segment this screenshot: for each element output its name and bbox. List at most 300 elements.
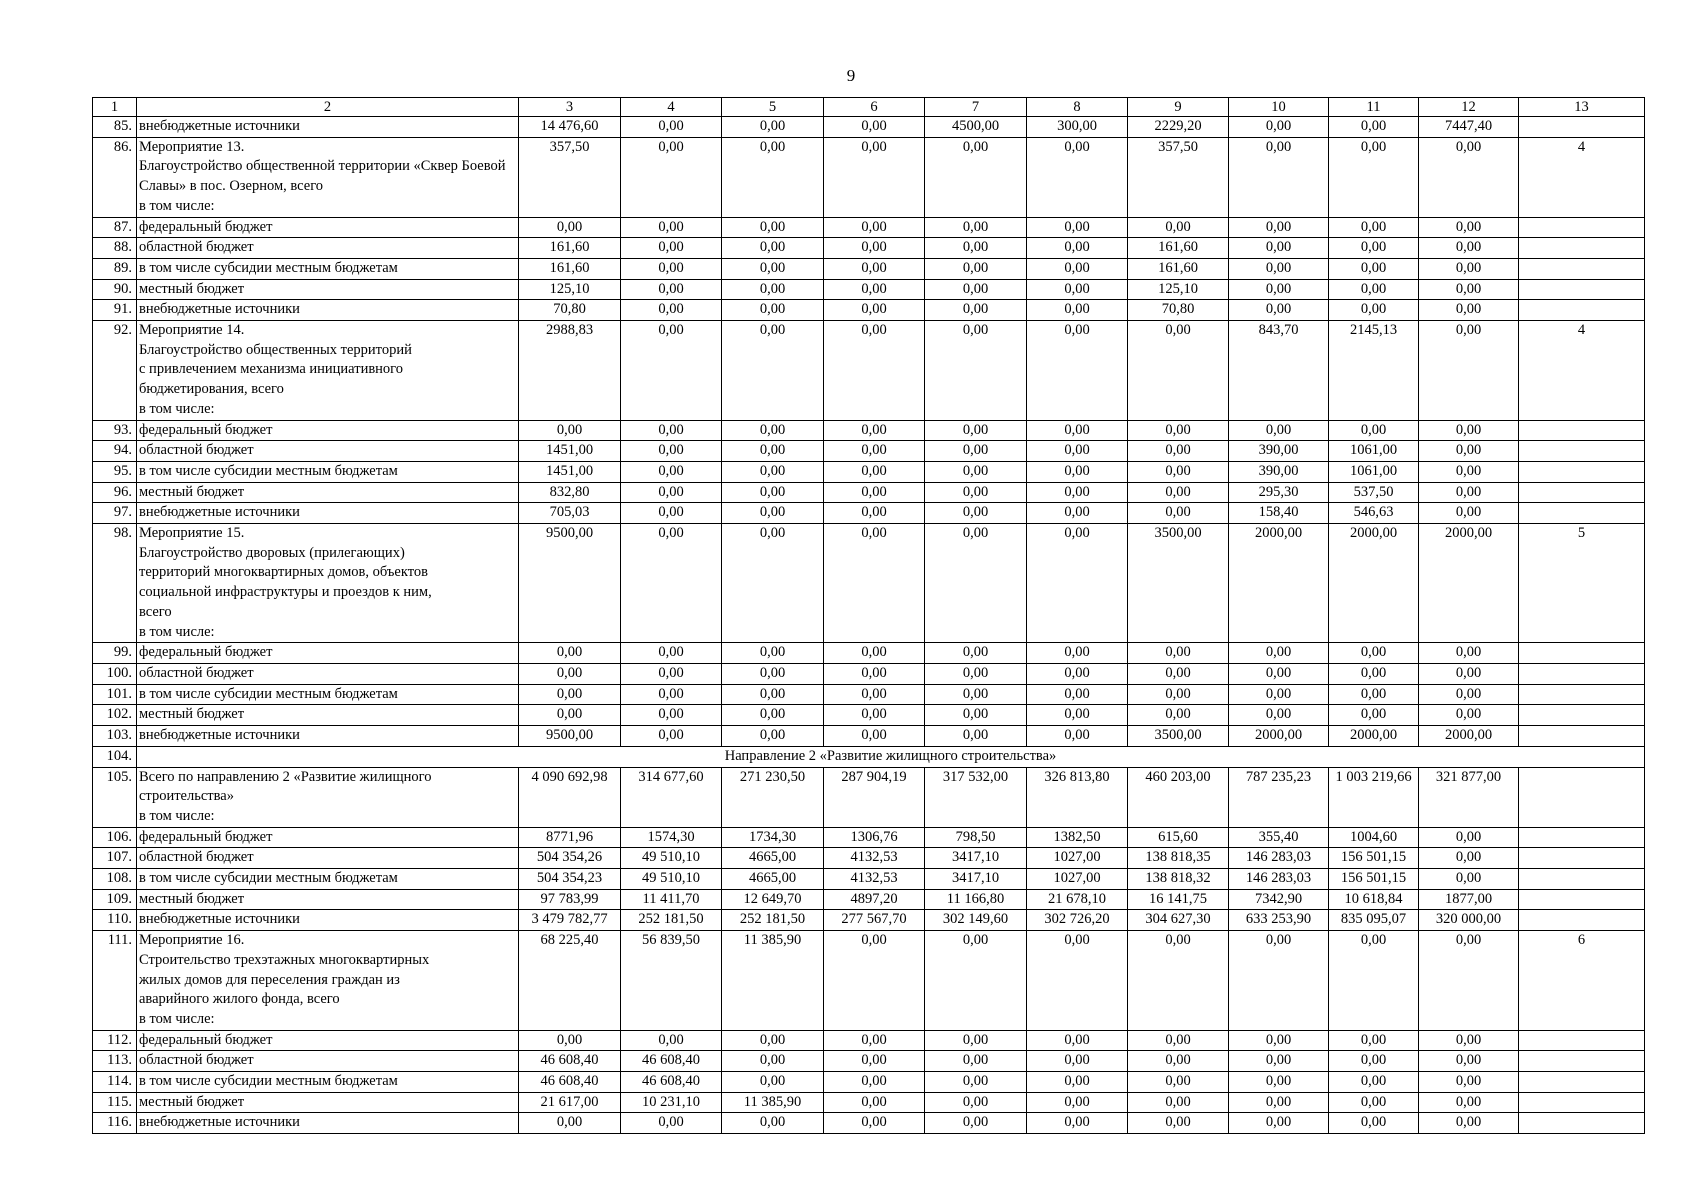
amount-cell: 0,00 — [1329, 420, 1419, 441]
amount-cell: 317 532,00 — [925, 767, 1027, 827]
amount-cell: 0,00 — [1128, 503, 1229, 524]
table-row — [93, 910, 1645, 931]
amount-cell: 3 479 782,77 — [519, 910, 621, 931]
amount-cell: 0,00 — [1128, 663, 1229, 684]
table-row — [93, 1092, 1645, 1113]
row-label: внебюджетные источники — [137, 910, 519, 931]
amount-cell: 1451,00 — [519, 461, 621, 482]
amount-cell: 0,00 — [1027, 1030, 1128, 1051]
amount-cell: 49 510,10 — [621, 848, 722, 869]
amount-cell: 0,00 — [1329, 1092, 1419, 1113]
amount-cell: 21 617,00 — [519, 1092, 621, 1113]
row-label: местный бюджет — [137, 279, 519, 300]
amount-cell: 0,00 — [621, 441, 722, 462]
amount-cell: 1027,00 — [1027, 869, 1128, 890]
amount-cell: 460 203,00 — [1128, 767, 1229, 827]
amount-cell: 0,00 — [1027, 482, 1128, 503]
amount-cell: 0,00 — [824, 258, 925, 279]
table-row — [93, 441, 1645, 462]
amount-cell: 0,00 — [722, 441, 824, 462]
amount-cell: 146 283,03 — [1229, 848, 1329, 869]
amount-cell: 0,00 — [824, 726, 925, 747]
amount-cell: 287 904,19 — [824, 767, 925, 827]
amount-cell: 7447,40 — [1419, 117, 1519, 138]
amount-cell: 0,00 — [1419, 869, 1519, 890]
amount-cell: 0,00 — [1419, 461, 1519, 482]
row-number: 107. — [93, 848, 137, 869]
row-label: Мероприятие 13. Благоустройство общественной территории «Сквер Боевой Славы» в пос. Озерном, всего в том числе: — [137, 137, 519, 217]
amount-cell: 0,00 — [722, 705, 824, 726]
row-label: федеральный бюджет — [137, 643, 519, 664]
amount-cell: 0,00 — [1419, 1113, 1519, 1134]
amount-cell: 0,00 — [925, 217, 1027, 238]
amount-cell: 0,00 — [1027, 300, 1128, 321]
amount-cell: 0,00 — [722, 503, 824, 524]
amount-cell: 0,00 — [1329, 137, 1419, 217]
amount-cell: 390,00 — [1229, 441, 1329, 462]
amount-cell: 0,00 — [1027, 524, 1128, 643]
column-number-row — [93, 98, 1645, 117]
amount-cell: 0,00 — [925, 643, 1027, 664]
amount-cell: 0,00 — [1419, 848, 1519, 869]
row-number: 101. — [93, 684, 137, 705]
column-13-cell: 5 — [1519, 524, 1645, 643]
column-13-cell — [1519, 279, 1645, 300]
table-row — [93, 258, 1645, 279]
amount-cell: 0,00 — [925, 441, 1027, 462]
amount-cell: 2988,83 — [519, 321, 621, 421]
amount-cell: 4665,00 — [722, 869, 824, 890]
amount-cell: 0,00 — [824, 300, 925, 321]
amount-cell: 0,00 — [1329, 1072, 1419, 1093]
section-title: Направление 2 «Развитие жилищного строительства» — [137, 746, 1645, 767]
amount-cell: 0,00 — [621, 524, 722, 643]
table-row — [93, 279, 1645, 300]
amount-cell: 0,00 — [1419, 663, 1519, 684]
amount-cell: 0,00 — [1229, 931, 1329, 1031]
row-label: внебюджетные источники — [137, 117, 519, 138]
row-number: 102. — [93, 705, 137, 726]
column-13-cell — [1519, 827, 1645, 848]
table-row — [93, 889, 1645, 910]
column-13-cell — [1519, 684, 1645, 705]
column-13-cell — [1519, 1113, 1645, 1134]
column-number-header: 1 — [93, 98, 137, 117]
amount-cell: 0,00 — [925, 705, 1027, 726]
amount-cell: 0,00 — [1027, 1092, 1128, 1113]
row-label: в том числе субсидии местным бюджетам — [137, 1072, 519, 1093]
amount-cell: 0,00 — [1128, 1072, 1229, 1093]
amount-cell: 125,10 — [519, 279, 621, 300]
column-13-cell — [1519, 910, 1645, 931]
amount-cell: 0,00 — [519, 1030, 621, 1051]
amount-cell: 0,00 — [1128, 643, 1229, 664]
row-number: 89. — [93, 258, 137, 279]
amount-cell: 0,00 — [824, 117, 925, 138]
table-row — [93, 663, 1645, 684]
row-label: внебюджетные источники — [137, 1113, 519, 1134]
column-13-cell — [1519, 705, 1645, 726]
amount-cell: 0,00 — [925, 321, 1027, 421]
amount-cell: 3417,10 — [925, 869, 1027, 890]
amount-cell: 537,50 — [1329, 482, 1419, 503]
row-number: 94. — [93, 441, 137, 462]
amount-cell: 46 608,40 — [621, 1051, 722, 1072]
amount-cell: 0,00 — [1128, 684, 1229, 705]
amount-cell: 0,00 — [722, 1051, 824, 1072]
amount-cell: 9500,00 — [519, 726, 621, 747]
column-number-header: 2 — [137, 98, 519, 117]
row-number: 96. — [93, 482, 137, 503]
row-number: 105. — [93, 767, 137, 827]
amount-cell: 0,00 — [925, 1113, 1027, 1134]
amount-cell: 70,80 — [1128, 300, 1229, 321]
row-label: федеральный бюджет — [137, 420, 519, 441]
amount-cell: 0,00 — [1027, 321, 1128, 421]
row-number: 103. — [93, 726, 137, 747]
amount-cell: 0,00 — [621, 684, 722, 705]
amount-cell: 0,00 — [824, 1113, 925, 1134]
amount-cell: 0,00 — [824, 663, 925, 684]
amount-cell: 0,00 — [925, 1051, 1027, 1072]
amount-cell: 0,00 — [1027, 1113, 1128, 1134]
amount-cell: 321 877,00 — [1419, 767, 1519, 827]
amount-cell: 0,00 — [1329, 279, 1419, 300]
amount-cell: 0,00 — [1419, 1092, 1519, 1113]
amount-cell: 0,00 — [824, 461, 925, 482]
row-number: 108. — [93, 869, 137, 890]
amount-cell: 0,00 — [722, 258, 824, 279]
amount-cell: 0,00 — [1229, 684, 1329, 705]
amount-cell: 0,00 — [925, 663, 1027, 684]
amount-cell: 0,00 — [722, 117, 824, 138]
amount-cell: 0,00 — [925, 524, 1027, 643]
row-label: в том числе субсидии местным бюджетам — [137, 869, 519, 890]
amount-cell: 0,00 — [1329, 1113, 1419, 1134]
amount-cell: 0,00 — [621, 137, 722, 217]
amount-cell: 0,00 — [621, 1113, 722, 1134]
amount-cell: 0,00 — [925, 258, 1027, 279]
amount-cell: 46 608,40 — [519, 1072, 621, 1093]
amount-cell: 1004,60 — [1329, 827, 1419, 848]
amount-cell: 11 411,70 — [621, 889, 722, 910]
amount-cell: 300,00 — [1027, 117, 1128, 138]
amount-cell: 0,00 — [1419, 300, 1519, 321]
amount-cell: 835 095,07 — [1329, 910, 1419, 931]
amount-cell: 46 608,40 — [519, 1051, 621, 1072]
amount-cell: 0,00 — [1027, 238, 1128, 259]
amount-cell: 390,00 — [1229, 461, 1329, 482]
row-number: 95. — [93, 461, 137, 482]
amount-cell: 615,60 — [1128, 827, 1229, 848]
amount-cell: 0,00 — [1229, 258, 1329, 279]
amount-cell: 357,50 — [519, 137, 621, 217]
amount-cell: 2145,13 — [1329, 321, 1419, 421]
amount-cell: 0,00 — [722, 726, 824, 747]
amount-cell: 314 677,60 — [621, 767, 722, 827]
amount-cell: 0,00 — [1128, 931, 1229, 1031]
amount-cell: 1 003 219,66 — [1329, 767, 1419, 827]
table-row — [93, 524, 1645, 643]
table-row — [93, 726, 1645, 747]
amount-cell: 504 354,26 — [519, 848, 621, 869]
amount-cell: 0,00 — [1229, 1051, 1329, 1072]
amount-cell: 252 181,50 — [621, 910, 722, 931]
amount-cell: 0,00 — [722, 461, 824, 482]
amount-cell: 0,00 — [824, 482, 925, 503]
column-13-cell — [1519, 726, 1645, 747]
column-number-header: 3 — [519, 98, 621, 117]
column-13-cell — [1519, 767, 1645, 827]
amount-cell: 11 166,80 — [925, 889, 1027, 910]
amount-cell: 0,00 — [519, 705, 621, 726]
table-row — [93, 137, 1645, 217]
amount-cell: 0,00 — [621, 300, 722, 321]
amount-cell: 0,00 — [1128, 461, 1229, 482]
row-label: местный бюджет — [137, 889, 519, 910]
amount-cell: 3500,00 — [1128, 524, 1229, 643]
amount-cell: 0,00 — [1329, 238, 1419, 259]
column-number-header: 7 — [925, 98, 1027, 117]
amount-cell: 0,00 — [621, 321, 722, 421]
amount-cell: 70,80 — [519, 300, 621, 321]
amount-cell: 125,10 — [1128, 279, 1229, 300]
amount-cell: 2000,00 — [1419, 524, 1519, 643]
amount-cell: 0,00 — [1419, 1051, 1519, 1072]
amount-cell: 0,00 — [824, 279, 925, 300]
amount-cell: 0,00 — [519, 643, 621, 664]
amount-cell: 0,00 — [1419, 643, 1519, 664]
row-label: в том числе субсидии местным бюджетам — [137, 684, 519, 705]
amount-cell: 0,00 — [621, 705, 722, 726]
amount-cell: 0,00 — [1128, 1051, 1229, 1072]
amount-cell: 320 000,00 — [1419, 910, 1519, 931]
amount-cell: 146 283,03 — [1229, 869, 1329, 890]
amount-cell: 0,00 — [1329, 117, 1419, 138]
amount-cell: 0,00 — [1419, 684, 1519, 705]
column-number-header: 4 — [621, 98, 722, 117]
amount-cell: 302 149,60 — [925, 910, 1027, 931]
row-number: 109. — [93, 889, 137, 910]
amount-cell: 0,00 — [1027, 441, 1128, 462]
amount-cell: 0,00 — [925, 137, 1027, 217]
amount-cell: 355,40 — [1229, 827, 1329, 848]
column-number-header: 13 — [1519, 98, 1645, 117]
amount-cell: 0,00 — [621, 461, 722, 482]
section-row — [93, 746, 1645, 767]
amount-cell: 0,00 — [621, 420, 722, 441]
amount-cell: 0,00 — [1419, 420, 1519, 441]
column-13-cell — [1519, 1092, 1645, 1113]
amount-cell: 0,00 — [621, 238, 722, 259]
amount-cell: 0,00 — [824, 137, 925, 217]
amount-cell: 11 385,90 — [722, 1092, 824, 1113]
table-row — [93, 827, 1645, 848]
amount-cell: 0,00 — [824, 931, 925, 1031]
amount-cell: 0,00 — [925, 482, 1027, 503]
amount-cell: 0,00 — [824, 1072, 925, 1093]
amount-cell: 8771,96 — [519, 827, 621, 848]
amount-cell: 46 608,40 — [621, 1072, 722, 1093]
row-number: 87. — [93, 217, 137, 238]
amount-cell: 2000,00 — [1229, 524, 1329, 643]
amount-cell: 252 181,50 — [722, 910, 824, 931]
amount-cell: 0,00 — [621, 217, 722, 238]
amount-cell: 0,00 — [621, 279, 722, 300]
amount-cell: 14 476,60 — [519, 117, 621, 138]
amount-cell: 633 253,90 — [1229, 910, 1329, 931]
amount-cell: 0,00 — [1419, 931, 1519, 1031]
amount-cell: 0,00 — [1229, 1030, 1329, 1051]
amount-cell: 0,00 — [722, 482, 824, 503]
column-13-cell — [1519, 300, 1645, 321]
amount-cell: 0,00 — [1229, 1092, 1329, 1113]
amount-cell: 0,00 — [519, 663, 621, 684]
row-label: Мероприятие 15. Благоустройство дворовых (прилегающих) территорий многоквартирных домов, объектов социальной инфраструктуры и проездов к ним, всего в том числе: — [137, 524, 519, 643]
amount-cell: 0,00 — [722, 321, 824, 421]
amount-cell: 0,00 — [1419, 217, 1519, 238]
amount-cell: 0,00 — [925, 238, 1027, 259]
amount-cell: 0,00 — [1419, 827, 1519, 848]
amount-cell: 0,00 — [925, 684, 1027, 705]
table-row — [93, 931, 1645, 1031]
row-number: 113. — [93, 1051, 137, 1072]
amount-cell: 0,00 — [1229, 300, 1329, 321]
row-label: областной бюджет — [137, 441, 519, 462]
amount-cell: 0,00 — [1419, 705, 1519, 726]
table-row — [93, 238, 1645, 259]
table-row — [93, 1051, 1645, 1072]
amount-cell: 0,00 — [1229, 643, 1329, 664]
column-number-header: 12 — [1419, 98, 1519, 117]
row-number: 88. — [93, 238, 137, 259]
row-label: Мероприятие 14. Благоустройство общественных территорий с привлечением механизма инициативного бюджетирования, всего в том числе: — [137, 321, 519, 421]
table-row — [93, 321, 1645, 421]
amount-cell: 0,00 — [1419, 238, 1519, 259]
column-number-header: 10 — [1229, 98, 1329, 117]
amount-cell: 16 141,75 — [1128, 889, 1229, 910]
column-13-cell: 6 — [1519, 931, 1645, 1031]
column-number-header: 6 — [824, 98, 925, 117]
page-number: 9 — [846, 66, 856, 85]
amount-cell: 49 510,10 — [621, 869, 722, 890]
amount-cell: 0,00 — [722, 1113, 824, 1134]
amount-cell: 0,00 — [722, 279, 824, 300]
amount-cell: 302 726,20 — [1027, 910, 1128, 931]
amount-cell: 0,00 — [621, 643, 722, 664]
column-13-cell — [1519, 238, 1645, 259]
row-number: 90. — [93, 279, 137, 300]
amount-cell: 1061,00 — [1329, 461, 1419, 482]
table-row — [93, 767, 1645, 827]
amount-cell: 0,00 — [621, 482, 722, 503]
amount-cell: 0,00 — [824, 238, 925, 259]
column-13-cell — [1519, 441, 1645, 462]
amount-cell: 0,00 — [722, 643, 824, 664]
row-label: областной бюджет — [137, 848, 519, 869]
amount-cell: 0,00 — [1329, 1051, 1419, 1072]
amount-cell: 0,00 — [824, 420, 925, 441]
amount-cell: 0,00 — [1329, 705, 1419, 726]
table-row — [93, 1113, 1645, 1134]
amount-cell: 0,00 — [722, 420, 824, 441]
amount-cell: 0,00 — [925, 300, 1027, 321]
amount-cell: 68 225,40 — [519, 931, 621, 1031]
amount-cell: 3500,00 — [1128, 726, 1229, 747]
amount-cell: 357,50 — [1128, 137, 1229, 217]
amount-cell: 0,00 — [1229, 1113, 1329, 1134]
column-13-cell — [1519, 461, 1645, 482]
column-13-cell — [1519, 258, 1645, 279]
amount-cell: 0,00 — [1419, 441, 1519, 462]
amount-cell: 787 235,23 — [1229, 767, 1329, 827]
amount-cell: 0,00 — [1128, 705, 1229, 726]
amount-cell: 4 090 692,98 — [519, 767, 621, 827]
row-number: 86. — [93, 137, 137, 217]
amount-cell: 0,00 — [1027, 503, 1128, 524]
amount-cell: 0,00 — [519, 1113, 621, 1134]
amount-cell: 0,00 — [1027, 1051, 1128, 1072]
amount-cell: 2229,20 — [1128, 117, 1229, 138]
column-13-cell — [1519, 643, 1645, 664]
amount-cell: 0,00 — [1419, 137, 1519, 217]
amount-cell: 0,00 — [925, 461, 1027, 482]
amount-cell: 7342,90 — [1229, 889, 1329, 910]
amount-cell: 0,00 — [1329, 217, 1419, 238]
amount-cell: 0,00 — [1027, 705, 1128, 726]
amount-cell: 0,00 — [1419, 321, 1519, 421]
amount-cell: 0,00 — [621, 117, 722, 138]
amount-cell: 0,00 — [1128, 321, 1229, 421]
amount-cell: 2000,00 — [1329, 524, 1419, 643]
column-13-cell — [1519, 117, 1645, 138]
amount-cell: 0,00 — [1229, 705, 1329, 726]
amount-cell: 10 231,10 — [621, 1092, 722, 1113]
column-13-cell — [1519, 869, 1645, 890]
row-number: 114. — [93, 1072, 137, 1093]
row-label: в том числе субсидии местным бюджетам — [137, 461, 519, 482]
column-13-cell — [1519, 848, 1645, 869]
amount-cell: 0,00 — [1329, 258, 1419, 279]
amount-cell: 1877,00 — [1419, 889, 1519, 910]
amount-cell: 11 385,90 — [722, 931, 824, 1031]
amount-cell: 158,40 — [1229, 503, 1329, 524]
column-13-cell — [1519, 889, 1645, 910]
table-row — [93, 117, 1645, 138]
column-13-cell — [1519, 1030, 1645, 1051]
amount-cell: 0,00 — [1027, 217, 1128, 238]
amount-cell: 843,70 — [1229, 321, 1329, 421]
row-label: местный бюджет — [137, 1092, 519, 1113]
amount-cell: 138 818,32 — [1128, 869, 1229, 890]
amount-cell: 295,30 — [1229, 482, 1329, 503]
amount-cell: 0,00 — [1329, 663, 1419, 684]
amount-cell: 0,00 — [1419, 279, 1519, 300]
amount-cell: 3417,10 — [925, 848, 1027, 869]
column-number-header: 9 — [1128, 98, 1229, 117]
amount-cell: 4500,00 — [925, 117, 1027, 138]
amount-cell: 0,00 — [824, 684, 925, 705]
row-number: 110. — [93, 910, 137, 931]
amount-cell: 0,00 — [722, 1072, 824, 1093]
amount-cell: 0,00 — [925, 1092, 1027, 1113]
amount-cell: 0,00 — [722, 524, 824, 643]
amount-cell: 277 567,70 — [824, 910, 925, 931]
amount-cell: 0,00 — [925, 1030, 1027, 1051]
amount-cell: 798,50 — [925, 827, 1027, 848]
amount-cell: 1027,00 — [1027, 848, 1128, 869]
amount-cell: 0,00 — [1419, 258, 1519, 279]
